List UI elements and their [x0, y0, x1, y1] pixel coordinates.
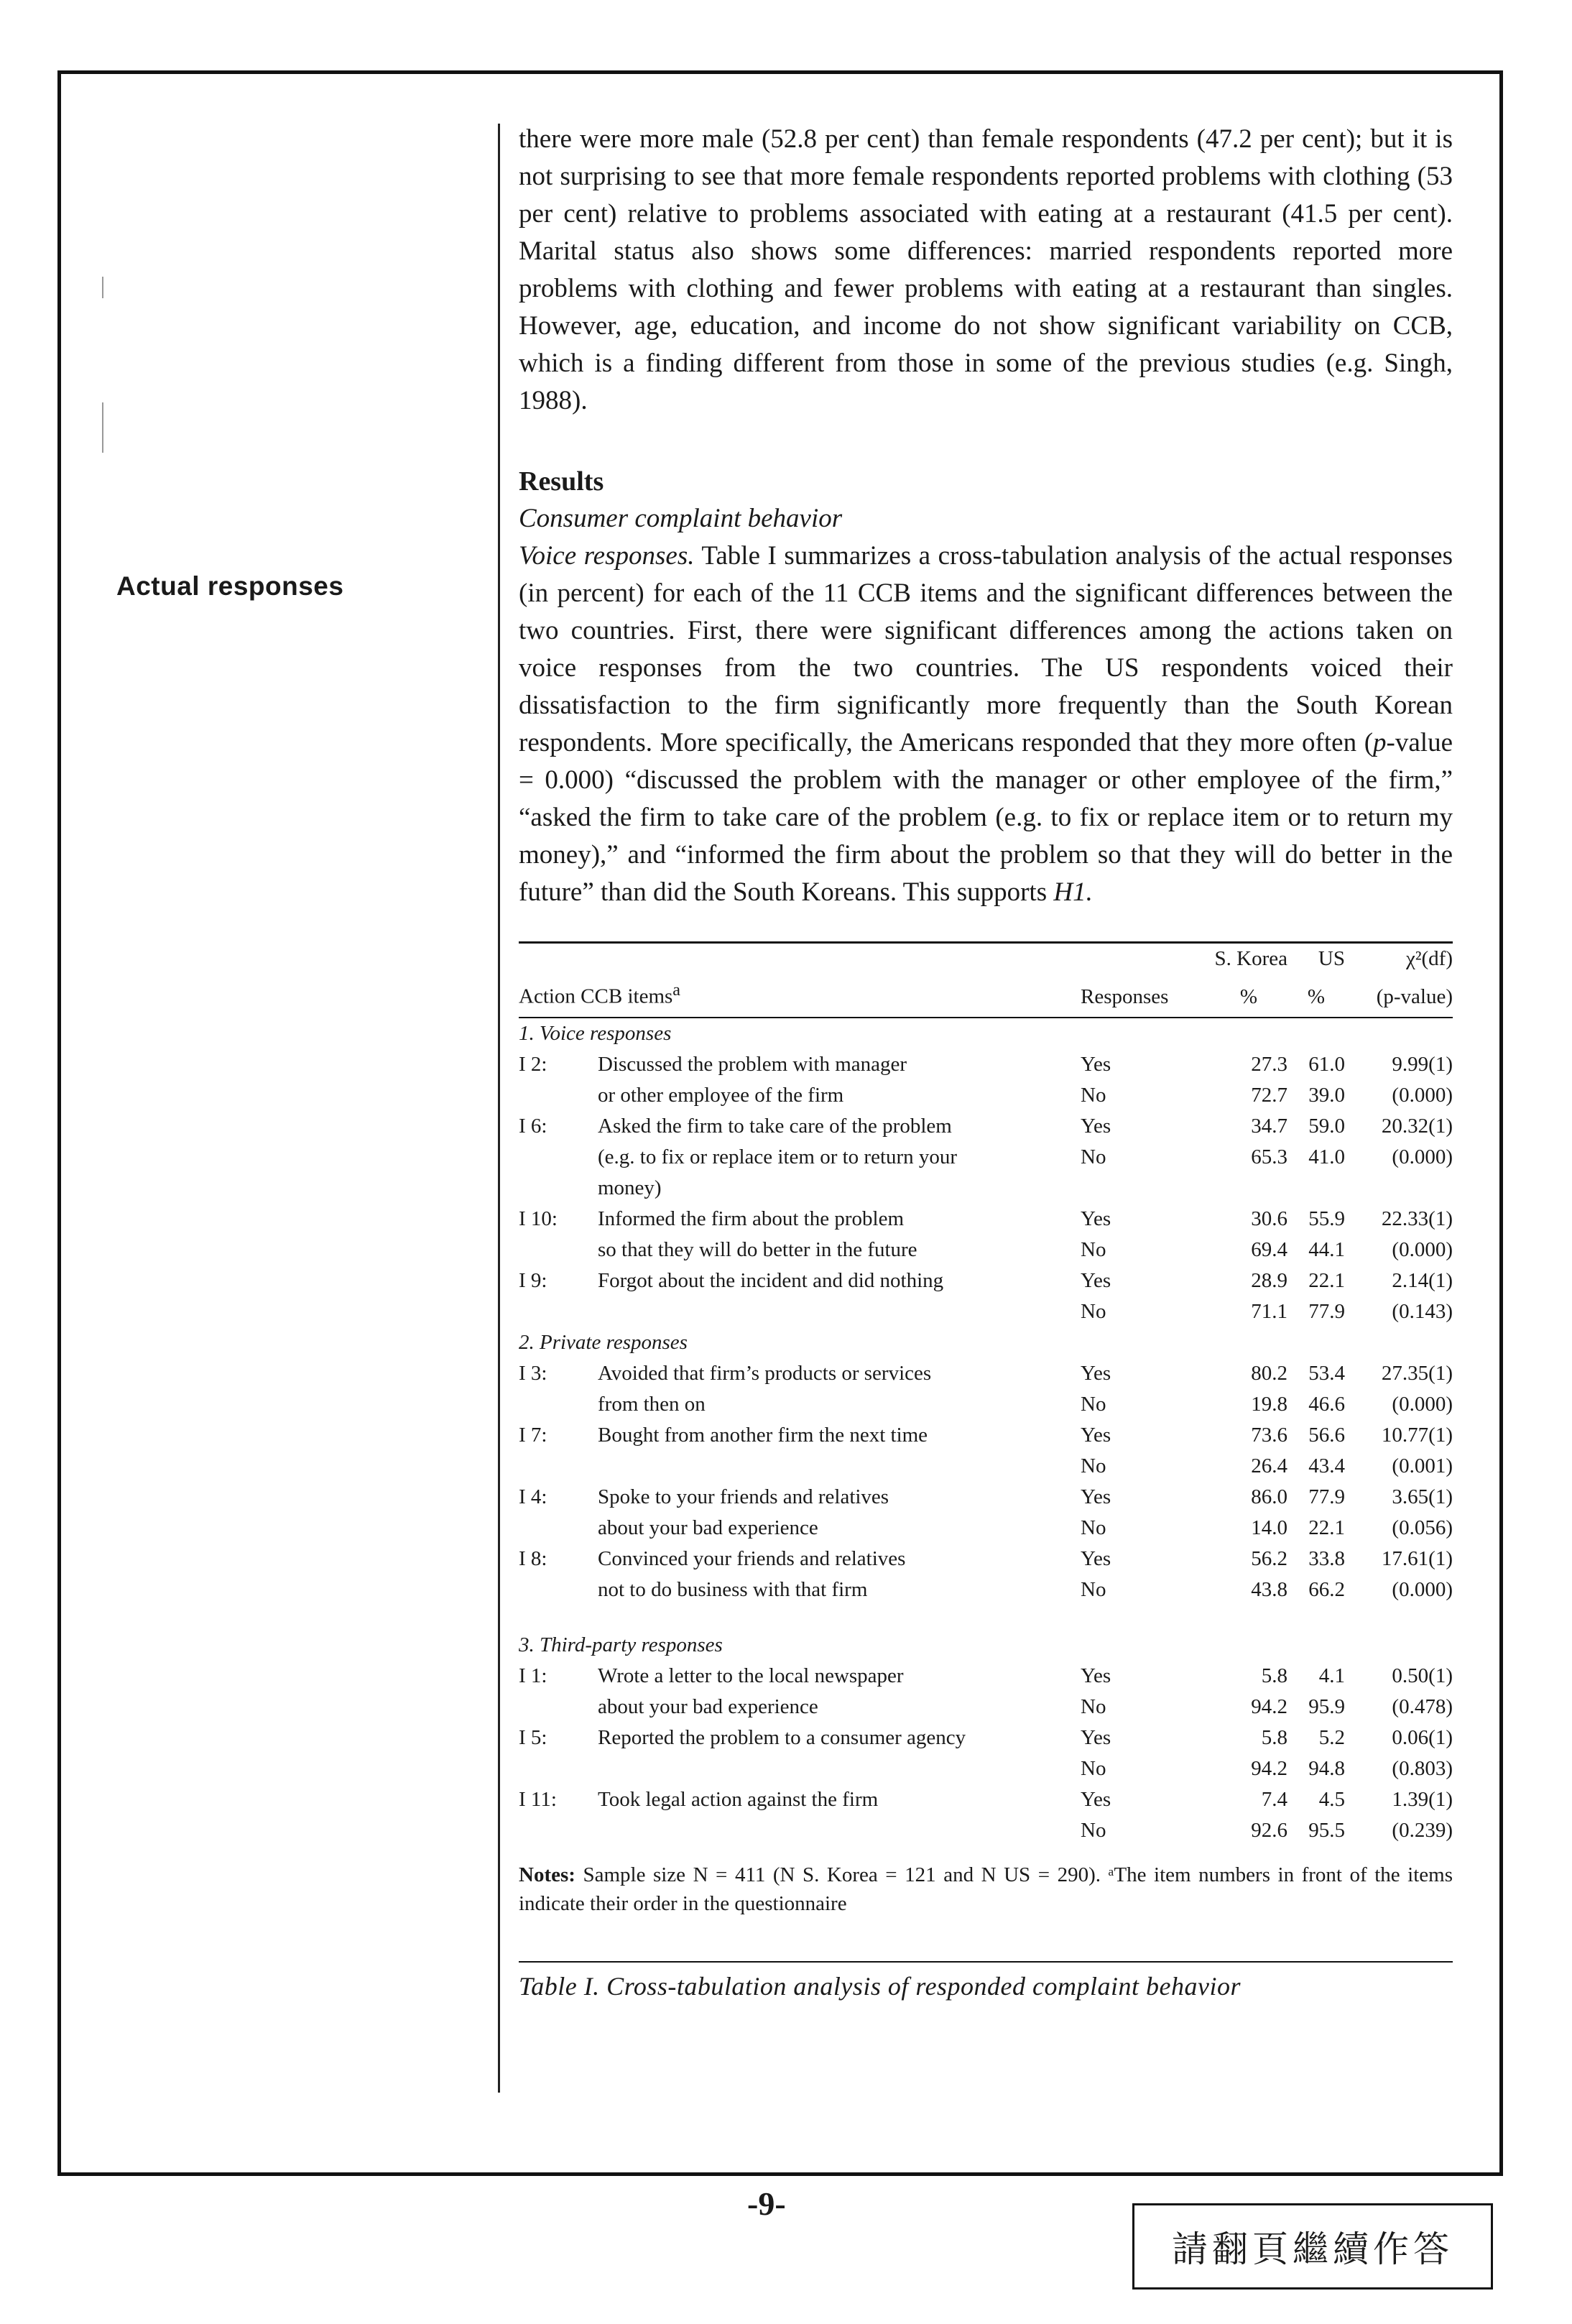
- item-number: [519, 1513, 598, 1544]
- header-korea: S. Korea: [1214, 947, 1287, 970]
- response-value: No: [1081, 1577, 1106, 1601]
- table-row: [519, 1574, 1453, 1605]
- item-number: I 3:: [519, 1361, 547, 1385]
- item-text: Wrote a letter to the local newspaper: [598, 1664, 904, 1687]
- header-us-unit: %: [1287, 974, 1345, 1018]
- korea-percent: 30.6: [1251, 1207, 1287, 1230]
- response-value: Yes: [1081, 1664, 1111, 1687]
- chi-value: (0.000): [1392, 1083, 1453, 1107]
- chi-value: (0.001): [1392, 1454, 1453, 1477]
- item-number: I 6:: [519, 1114, 547, 1138]
- item-number: I 9:: [519, 1268, 547, 1292]
- voice-text-2: -value = 0.000) “discussed the problem with the manager or other employee of the firm,” “asked the firm to take care of the problem (e.g. to fix or replace item or to return my money),” and “informed the firm about the problem so that they will do better in the future” than did the South Koreans. This supports: [519, 728, 1453, 907]
- item-number: I 5:: [519, 1725, 547, 1749]
- response-value: No: [1081, 1237, 1106, 1261]
- section-row: [519, 1327, 1453, 1358]
- item-number: I 4:: [519, 1485, 547, 1508]
- margin-mark: [102, 402, 103, 453]
- response-value: Yes: [1081, 1546, 1111, 1570]
- main-column: [519, 121, 1453, 2001]
- header-chi: χ²(df): [1405, 947, 1453, 970]
- item-text: Informed the firm about the problem: [598, 1207, 905, 1230]
- response-value: Yes: [1081, 1485, 1111, 1508]
- item-number: I 10:: [519, 1207, 558, 1230]
- chi-value: 22.33(1): [1381, 1207, 1453, 1230]
- item-text: Took legal action against the firm: [598, 1787, 879, 1811]
- voice-p: p: [1373, 728, 1387, 757]
- item-number: [519, 1296, 598, 1327]
- table-notes: [519, 1860, 1453, 1918]
- table-row: [519, 1142, 1453, 1173]
- chi-value: 9.99(1): [1392, 1052, 1453, 1076]
- item-text: (e.g. to fix or replace item or to return your: [598, 1145, 958, 1168]
- table-row: [519, 1723, 1453, 1753]
- us-percent: [1287, 1173, 1345, 1204]
- us-percent: 5.2: [1318, 1725, 1345, 1749]
- item-text: [598, 1753, 1081, 1784]
- table-row: [519, 1389, 1453, 1420]
- results-heading: Results: [519, 466, 604, 497]
- response-value: No: [1081, 1818, 1106, 1842]
- us-percent: 95.9: [1308, 1694, 1345, 1718]
- table-body: [519, 1018, 1453, 1846]
- table-row: [519, 1049, 1453, 1080]
- korea-percent: 80.2: [1251, 1361, 1287, 1385]
- chi-value: 1.39(1): [1392, 1787, 1453, 1811]
- table-row: [519, 1235, 1453, 1265]
- chi-value: (0.056): [1392, 1516, 1453, 1539]
- chi-value: 17.61(1): [1381, 1546, 1453, 1570]
- korea-percent: 5.8: [1261, 1664, 1287, 1687]
- korea-percent: [1210, 1173, 1287, 1204]
- header-us: US: [1318, 947, 1345, 970]
- chi-value: 20.32(1): [1381, 1114, 1453, 1138]
- chi-value: (0.000): [1392, 1237, 1453, 1261]
- item-text: so that they will do better in the future: [598, 1237, 917, 1261]
- item-text: [598, 1451, 1081, 1482]
- table-row: [519, 1513, 1453, 1544]
- response-value: Yes: [1081, 1052, 1111, 1076]
- table-bottom-rule: [519, 1961, 1453, 1963]
- korea-percent: 65.3: [1251, 1145, 1287, 1168]
- table-row: [519, 1173, 1453, 1204]
- us-percent: 66.2: [1308, 1577, 1345, 1601]
- item-text: Asked the firm to take care of the problem: [598, 1114, 952, 1138]
- voice-lead: Voice responses.: [519, 541, 695, 571]
- item-number: [519, 1235, 598, 1265]
- response-value: Yes: [1081, 1725, 1111, 1749]
- table-gap: [519, 1605, 1453, 1630]
- response-value: No: [1081, 1454, 1106, 1477]
- table-row: [519, 1358, 1453, 1389]
- item-text: about your bad experience: [598, 1516, 818, 1539]
- us-percent: 4.5: [1318, 1787, 1345, 1811]
- voice-text-1: Table I summarizes a cross-tabulation analysis of the actual responses (in percent) for each of the 11 CCB items and the significant differences between the two countries. First, there were significant differences among the actions taken on voice responses from the two countries. The US respondents voiced their dissatisfaction to the firm significantly more frequently than the South Korean respondents. More specifically, the Americans responded that they more often (: [519, 541, 1453, 757]
- header-action: [519, 974, 1081, 1018]
- korea-percent: 5.8: [1261, 1725, 1287, 1749]
- table-row: [519, 1080, 1453, 1111]
- korea-percent: 72.7: [1251, 1083, 1287, 1107]
- item-text: Reported the problem to a consumer agency: [598, 1725, 966, 1749]
- page-number: -9-: [747, 2185, 786, 2222]
- table-header-row-2: [519, 974, 1453, 1018]
- section-row: [519, 1018, 1453, 1049]
- response-value: Yes: [1081, 1268, 1111, 1292]
- chi-value: (0.239): [1392, 1818, 1453, 1842]
- response-value: No: [1081, 1516, 1106, 1539]
- korea-percent: 56.2: [1251, 1546, 1287, 1570]
- section-subheading: Consumer complaint behavior: [519, 504, 843, 533]
- header-action-text: Action CCB items: [519, 985, 673, 1008]
- table-row: [519, 1692, 1453, 1723]
- us-percent: 22.1: [1308, 1516, 1345, 1539]
- us-percent: 43.4: [1308, 1454, 1345, 1477]
- chi-value: [1345, 1173, 1453, 1204]
- item-number: [519, 1080, 598, 1111]
- us-percent: 77.9: [1308, 1299, 1345, 1323]
- chi-value: 0.50(1): [1392, 1664, 1453, 1687]
- item-text: Forgot about the incident and did nothing: [598, 1268, 944, 1292]
- item-number: I 2:: [519, 1052, 547, 1076]
- korea-percent: 71.1: [1251, 1299, 1287, 1323]
- response-value: Yes: [1081, 1423, 1111, 1447]
- header-pvalue: (p-value): [1345, 974, 1453, 1018]
- table-row: [519, 1753, 1453, 1784]
- table-row: [519, 1661, 1453, 1692]
- item-text: Bought from another firm the next time: [598, 1423, 928, 1447]
- response-value: Yes: [1081, 1114, 1111, 1138]
- item-number: I 1:: [519, 1664, 547, 1687]
- item-text: Spoke to your friends and relatives: [598, 1485, 889, 1508]
- chi-value: (0.478): [1392, 1694, 1453, 1718]
- header-responses: Responses: [1081, 974, 1210, 1018]
- item-text: about your bad experience: [598, 1694, 818, 1718]
- item-number: [519, 1753, 598, 1784]
- us-percent: 55.9: [1308, 1207, 1345, 1230]
- chi-value: 2.14(1): [1392, 1268, 1453, 1292]
- item-text: money): [598, 1176, 662, 1199]
- item-text: Convinced your friends and relatives: [598, 1546, 906, 1570]
- korea-percent: 14.0: [1251, 1516, 1287, 1539]
- us-percent: 94.8: [1308, 1756, 1345, 1780]
- us-percent: 53.4: [1308, 1361, 1345, 1385]
- response-value: No: [1081, 1145, 1106, 1168]
- korea-percent: 94.2: [1251, 1756, 1287, 1780]
- turn-page-box: 請翻頁繼續作答: [1132, 2203, 1493, 2290]
- us-percent: 39.0: [1308, 1083, 1345, 1107]
- table-row: [519, 1544, 1453, 1574]
- intro-paragraph: there were more male (52.8 per cent) than female respondents (47.2 per cent); but it is not surprising to see that more female respondents reported problems with clothing (53 per cent) relative to problems associated with eating at a restaurant (41.5 per cent). Marital status also shows some differences: married respondents reported more problems with clothing and fewer problems with eating at a restaurant than singles. However, age, education, and income do not show significant variability on CCB, which is a finding different from those in some of the previous studies (e.g. Singh, 1988).: [519, 124, 1453, 415]
- korea-percent: 28.9: [1251, 1268, 1287, 1292]
- item-number: [519, 1142, 598, 1173]
- chi-value: 3.65(1): [1392, 1485, 1453, 1508]
- response-value: Yes: [1081, 1361, 1111, 1385]
- item-number: I 11:: [519, 1787, 557, 1811]
- response-value: No: [1081, 1694, 1106, 1718]
- item-number: [519, 1173, 598, 1204]
- korea-percent: 26.4: [1251, 1454, 1287, 1477]
- korea-percent: 94.2: [1251, 1694, 1287, 1718]
- table-row: [519, 1784, 1453, 1815]
- chi-value: (0.000): [1392, 1577, 1453, 1601]
- response-value: No: [1081, 1392, 1106, 1416]
- section-title: 2. Private responses: [519, 1330, 688, 1354]
- item-number: I 7:: [519, 1423, 547, 1447]
- table-row: [519, 1296, 1453, 1327]
- item-number: [519, 1815, 598, 1846]
- chi-value: (0.143): [1392, 1299, 1453, 1323]
- ccb-table: [519, 944, 1453, 1846]
- item-text: Discussed the problem with manager: [598, 1052, 907, 1076]
- item-number: [519, 1451, 598, 1482]
- us-percent: 61.0: [1308, 1052, 1345, 1076]
- table-row: [519, 1111, 1453, 1142]
- korea-percent: 27.3: [1251, 1052, 1287, 1076]
- table-caption: Table I. Cross-tabulation analysis of responded complaint behavior: [519, 1971, 1241, 2001]
- chi-value: 10.77(1): [1381, 1423, 1453, 1447]
- table-row: [519, 1815, 1453, 1846]
- response-value: No: [1081, 1756, 1106, 1780]
- response-value: No: [1081, 1299, 1106, 1323]
- table-header-row-1: [519, 944, 1453, 974]
- us-percent: 33.8: [1308, 1546, 1345, 1570]
- item-number: I 8:: [519, 1546, 547, 1570]
- header-action-sup: a: [672, 980, 681, 1000]
- korea-percent: 43.8: [1251, 1577, 1287, 1601]
- chi-value: (0.000): [1392, 1392, 1453, 1416]
- item-text: [598, 1815, 1081, 1846]
- section-row: [519, 1630, 1453, 1661]
- chi-value: (0.000): [1392, 1145, 1453, 1168]
- section-title: 1. Voice responses: [519, 1021, 672, 1045]
- section-title: 3. Third-party responses: [519, 1633, 723, 1656]
- us-percent: 95.5: [1308, 1818, 1345, 1842]
- item-text: not to do business with that firm: [598, 1577, 868, 1601]
- notes-text: Sample size N = 411 (N S. Korea = 121 and N US = 290). ᵃThe item numbers in front of the items indicate their order in the questionnaire: [519, 1863, 1453, 1915]
- item-number: [519, 1574, 598, 1605]
- table-row: [519, 1482, 1453, 1513]
- notes-label: Notes:: [519, 1863, 575, 1886]
- gap-cell: [519, 1605, 1453, 1630]
- response-value: [1081, 1173, 1210, 1204]
- response-value: Yes: [1081, 1207, 1111, 1230]
- margin-label: Actual responses: [116, 571, 344, 601]
- item-text: Avoided that firm’s products or services: [598, 1361, 932, 1385]
- korea-percent: 73.6: [1251, 1423, 1287, 1447]
- us-percent: 77.9: [1308, 1485, 1345, 1508]
- margin-mark: [102, 277, 103, 298]
- response-value: Yes: [1081, 1787, 1111, 1811]
- us-percent: 4.1: [1318, 1664, 1345, 1687]
- chi-value: (0.803): [1392, 1756, 1453, 1780]
- item-number: [519, 1389, 598, 1420]
- chi-value: 0.06(1): [1392, 1725, 1453, 1749]
- us-percent: 41.0: [1308, 1145, 1345, 1168]
- korea-percent: 69.4: [1251, 1237, 1287, 1261]
- korea-percent: 7.4: [1261, 1787, 1287, 1811]
- voice-h1: H1.: [1053, 877, 1093, 907]
- us-percent: 44.1: [1308, 1237, 1345, 1261]
- table-row: [519, 1265, 1453, 1296]
- table-row: [519, 1451, 1453, 1482]
- table-row: [519, 1204, 1453, 1235]
- chi-value: 27.35(1): [1381, 1361, 1453, 1385]
- us-percent: 46.6: [1308, 1392, 1345, 1416]
- item-text: from then on: [598, 1392, 706, 1416]
- korea-percent: 19.8: [1251, 1392, 1287, 1416]
- korea-percent: 86.0: [1251, 1485, 1287, 1508]
- item-number: [519, 1692, 598, 1723]
- header-korea-unit: %: [1210, 974, 1287, 1018]
- item-text: or other employee of the firm: [598, 1083, 844, 1107]
- us-percent: 59.0: [1308, 1114, 1345, 1138]
- table-row: [519, 1420, 1453, 1451]
- voice-paragraph: [519, 538, 1453, 911]
- us-percent: 56.6: [1308, 1423, 1345, 1447]
- korea-percent: 92.6: [1251, 1818, 1287, 1842]
- response-value: No: [1081, 1083, 1106, 1107]
- korea-percent: 34.7: [1251, 1114, 1287, 1138]
- item-text: [598, 1296, 1081, 1327]
- column-rule: [498, 124, 500, 2093]
- us-percent: 22.1: [1308, 1268, 1345, 1292]
